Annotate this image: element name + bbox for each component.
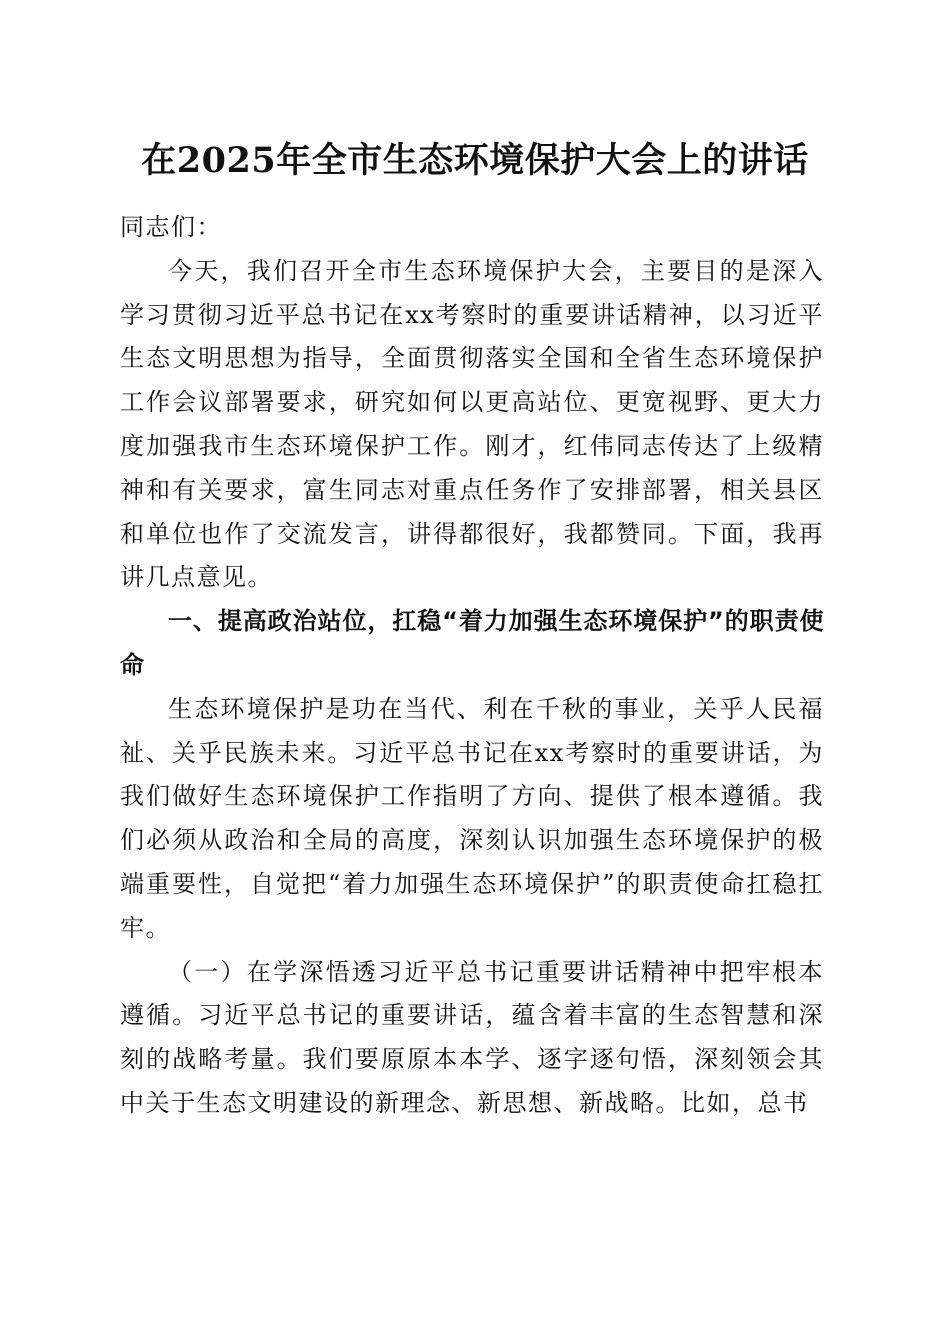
paragraph-section-1-intro: 生态环境保护是功在当代、利在千秋的事业，关乎人民福祉、关乎民族未来。习近平总书记在xx考察时的重要讲话，为我们做好生态环境保护工作指明了方向、提供了根本遵循。我们必须从政治和全局的高度，深刻认识加强生态环境保护的极端重要性，自觉把“着力加强生态环境保护”的职责使命扛稳扛牢。 bbox=[120, 694, 824, 942]
paragraph-opening: 今天，我们召开全市生态环境保护大会，主要目的是深入学习贯彻习近平总书记在xx考察时的重要讲话精神，以习近平生态文明思想为指导，全面贯彻落实全国和全省生态环境保护工作会议部署要求，研究如何以更高站位、更宽视野、更大力度加强我市生态环境保护工作。刚才，红伟同志传达了上级精神和有关要求，富生同志对重点任务作了安排部署，相关县区和单位也作了交流发言，讲得都很好，我都赞同。下面，我再讲几点意见。 bbox=[120, 256, 824, 592]
document-body bbox=[120, 206, 824, 1126]
section-heading-1: 一、提高政治站位，扛稳“着力加强生态环境保护”的职责使命 bbox=[120, 607, 824, 679]
paragraph-subsection-1: （一）在学深悟透习近平总书记重要讲话精神中把牢根本遵循。习近平总书记的重要讲话，蕴含着丰富的生态智慧和深刻的战略考量。我们要原原本本学、逐字逐句悟，深刻领会其中关于生态文明建设的新理念、新思想、新战略。比如，总书 bbox=[120, 957, 824, 1117]
salutation: 同志们： bbox=[120, 213, 222, 241]
document-title: 在2025年全市生态环境保护大会上的讲话 bbox=[141, 140, 809, 181]
